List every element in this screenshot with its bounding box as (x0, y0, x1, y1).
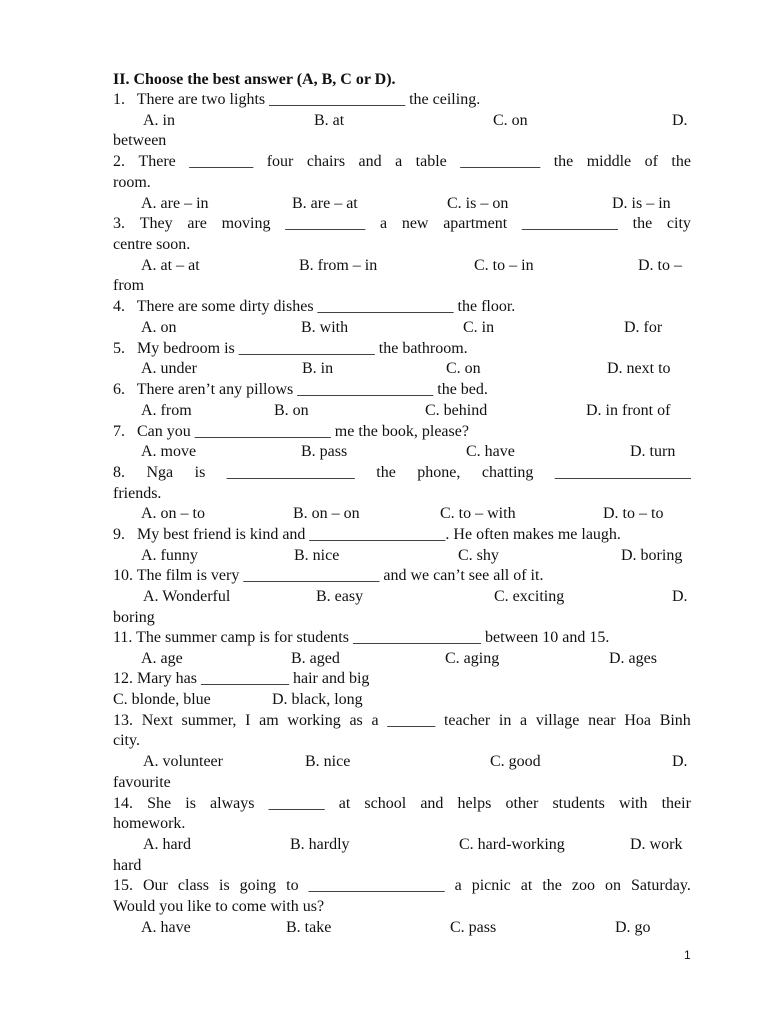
q14-option-d-wrap: hard (113, 857, 142, 874)
stem-word: zoo (571, 877, 595, 894)
q4-option-d: D. for (624, 319, 663, 336)
stem-word: of (644, 153, 658, 170)
question-13-stem (113, 711, 691, 731)
stem-word: are (187, 215, 207, 232)
question-13-wrap: city. (113, 732, 140, 749)
stem-word: am (259, 712, 279, 729)
stem-word: She (147, 795, 172, 812)
q2-option-d: D. is – in (612, 195, 671, 212)
stem-word: 13. (113, 712, 133, 729)
question-6-stem: 6. There aren’t any pillows _________________ the bed. (113, 381, 488, 398)
stem-word: ____________ (521, 215, 618, 232)
question-3-wrap: centre soon. (113, 236, 191, 253)
q7-option-c: C. have (466, 443, 515, 460)
stem-word: going (239, 877, 277, 894)
q1-option-d-wrap: between (113, 132, 167, 149)
stem-word: the (632, 215, 653, 232)
q3-option-c: C. to – in (474, 257, 534, 274)
q5-option-c: C. on (446, 360, 481, 377)
q11-option-b: B. aged (291, 650, 340, 667)
stem-word: in (498, 712, 512, 729)
stem-word: as (349, 712, 363, 729)
stem-word: is (185, 795, 196, 812)
stem-word: Nga (146, 464, 174, 481)
stem-word: on (604, 877, 621, 894)
q12-option-c: C. blonde, blue (113, 691, 211, 708)
q3-option-d: D. to – (638, 257, 682, 274)
question-2-stem (113, 152, 691, 172)
stem-word: four (266, 153, 294, 170)
q15-option-b: B. take (286, 919, 332, 936)
stem-word: Hoa (624, 712, 651, 729)
q8-option-c: C. to – with (440, 505, 516, 522)
stem-word: the (542, 877, 562, 894)
question-5-stem: 5. My bedroom is _________________ the bathroom. (113, 340, 468, 357)
q13-option-d-wrap: favourite (113, 774, 171, 791)
q15-option-a: A. have (141, 919, 191, 936)
q6-option-a: A. from (141, 402, 192, 419)
q10-option-c: C. exciting (494, 588, 565, 605)
stem-word: the (376, 464, 396, 481)
stem-word: near (588, 712, 616, 729)
stem-word: 3. (113, 215, 125, 232)
stem-word: their (661, 795, 691, 812)
stem-word: the (553, 153, 574, 170)
stem-word: to (286, 877, 299, 894)
q4-option-c: C. in (463, 319, 495, 336)
stem-word: _________________ (554, 464, 691, 481)
q7-option-a: A. move (141, 443, 197, 460)
stem-word: chairs (306, 153, 346, 170)
q8-option-b: B. on – on (293, 505, 360, 522)
q1-option-d: D. (672, 112, 688, 129)
stem-word: working (287, 712, 341, 729)
q2-option-a: A. are – in (141, 195, 209, 212)
stem-word: moving (221, 215, 271, 232)
question-15-wrap: Would you like to come with us? (113, 898, 325, 915)
q10-option-b: B. easy (316, 588, 364, 605)
stem-word: a (454, 877, 462, 894)
q13-option-b: B. nice (305, 753, 351, 770)
q11-option-d: D. ages (609, 650, 657, 667)
q11-option-a: A. age (141, 650, 183, 667)
stem-word: ______ (387, 712, 436, 729)
stem-word: other (505, 795, 539, 812)
question-1-stem: 1. There are two lights _________________ the ceiling. (113, 91, 481, 108)
question-14-wrap: homework. (113, 815, 186, 832)
stem-word: ________ (189, 153, 254, 170)
q10-option-d-wrap: boring (113, 609, 155, 626)
stem-word: teacher (443, 712, 491, 729)
question-4-stem: 4. There are some dirty dishes _________________ the floor. (113, 298, 516, 315)
q1-option-c: C. on (493, 112, 528, 129)
stem-word: They (139, 215, 173, 232)
question-7-stem: 7. Can you _________________ me the book, please? (113, 423, 469, 440)
q2-option-b: B. are – at (292, 195, 358, 212)
stem-word: __________ (460, 153, 541, 170)
stem-word: and (420, 795, 444, 812)
section-heading: II. Choose the best answer (A, B, C or D). (113, 71, 396, 88)
stem-word: 14. (113, 795, 133, 812)
q14-option-c: C. hard-working (459, 836, 565, 853)
question-3-stem (113, 214, 691, 234)
stem-word: There (138, 153, 176, 170)
q15-option-d: D. go (615, 919, 651, 936)
q12-option-d: D. black, long (272, 691, 363, 708)
stem-word: table (415, 153, 447, 170)
q9-option-a: A. funny (141, 547, 198, 564)
stem-word: a (520, 712, 528, 729)
stem-word: Next (141, 712, 173, 729)
q14-option-d: D. work (630, 836, 683, 853)
q13-option-a: A. volunteer (143, 753, 223, 770)
q7-option-b: B. pass (301, 443, 348, 460)
q8-option-a: A. on – to (141, 505, 205, 522)
question-9-stem: 9. My best friend is kind and _________________. He often makes me laugh. (113, 526, 621, 543)
question-8-wrap: friends. (113, 485, 162, 502)
page-number: 1 (684, 948, 691, 962)
stem-word: ________________ (226, 464, 355, 481)
q4-option-a: A. on (141, 319, 177, 336)
stem-word: helps (457, 795, 492, 812)
stem-word: picnic (471, 877, 511, 894)
stem-word: is (194, 464, 206, 481)
stem-word: school (364, 795, 407, 812)
q13-option-d: D. (672, 753, 688, 770)
stem-word: 15. (113, 877, 133, 894)
stem-word: is (219, 877, 230, 894)
q9-option-d: D. boring (621, 547, 683, 564)
stem-word: _______ (268, 795, 325, 812)
stem-word: new (401, 215, 429, 232)
stem-word: at (520, 877, 533, 894)
question-11-stem: 11. The summer camp is for students ________________ between 10 and 15. (113, 629, 610, 646)
stem-word: Binh (659, 712, 691, 729)
stem-word: middle (586, 153, 632, 170)
stem-word: and (358, 153, 382, 170)
stem-word: 8. (113, 464, 125, 481)
stem-word: 2. (113, 153, 125, 170)
q5-option-d: D. next to (607, 360, 671, 377)
stem-word: Our (143, 877, 168, 894)
stem-word: the (671, 153, 691, 170)
q1-option-b: B. at (314, 112, 345, 129)
q15-option-c: C. pass (450, 919, 497, 936)
stem-word: always (210, 795, 255, 812)
q14-option-b: B. hardly (290, 836, 350, 853)
question-15-stem (113, 876, 691, 896)
q8-option-d: D. to – to (603, 505, 664, 522)
question-10-stem: 10. The film is very _________________ and we can’t see all of it. (113, 567, 544, 584)
stem-word: apartment (443, 215, 508, 232)
stem-word: city (666, 215, 691, 232)
q10-option-a: A. Wonderful (143, 588, 231, 605)
q3-option-b: B. from – in (299, 257, 378, 274)
question-2-wrap: room. (113, 174, 151, 191)
stem-word: chatting (481, 464, 534, 481)
q3-option-d-wrap: from (113, 277, 145, 294)
q1-option-a: A. in (143, 112, 175, 129)
stem-word: a (371, 712, 379, 729)
question-14-stem (113, 794, 691, 814)
q6-option-c: C. behind (425, 402, 488, 419)
stem-word: a (379, 215, 388, 232)
q6-option-d: D. in front of (586, 402, 671, 419)
q9-option-c: C. shy (458, 547, 499, 564)
q7-option-d: D. turn (630, 443, 676, 460)
stem-word: village (535, 712, 580, 729)
q9-option-b: B. nice (294, 547, 340, 564)
q6-option-b: B. on (274, 402, 309, 419)
stem-word: class (177, 877, 209, 894)
q14-option-a: A. hard (143, 836, 191, 853)
q10-option-d: D. (672, 588, 688, 605)
question-8-stem (113, 463, 691, 483)
stem-word: a (395, 153, 403, 170)
q5-option-a: A. under (141, 360, 197, 377)
stem-word: summer, (181, 712, 237, 729)
q2-option-c: C. is – on (447, 195, 509, 212)
stem-word: Saturday. (630, 877, 691, 894)
stem-word: I (245, 712, 251, 729)
stem-word: phone, (417, 464, 461, 481)
stem-word: __________ (285, 215, 366, 232)
stem-word: students (552, 795, 605, 812)
stem-word: _________________ (308, 877, 445, 894)
q11-option-c: C. aging (445, 650, 500, 667)
q3-option-a: A. at – at (141, 257, 200, 274)
q4-option-b: B. with (301, 319, 349, 336)
stem-word: at (338, 795, 351, 812)
question-12-stem: 12. Mary has ___________ hair and big (113, 670, 370, 687)
q5-option-b: B. in (302, 360, 334, 377)
stem-word: with (619, 795, 648, 812)
q13-option-c: C. good (490, 753, 541, 770)
